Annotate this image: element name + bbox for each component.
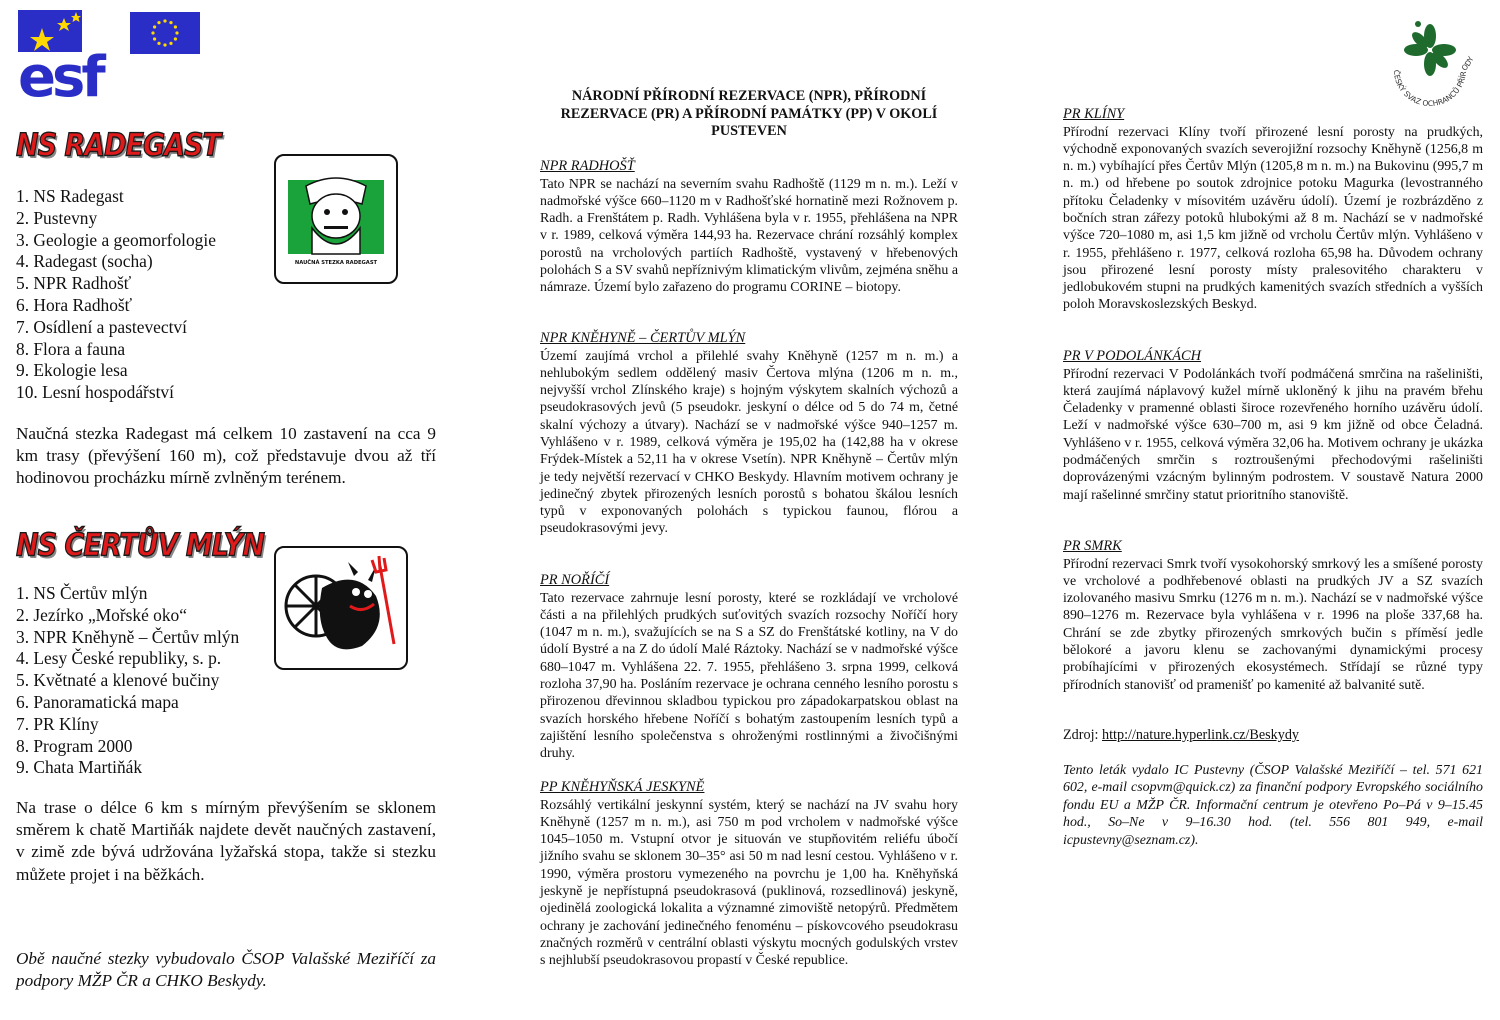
csop-ring-text: ČESKÝ SVAZ OCHRANCŮ PŘÍRODY [1391,55,1476,109]
eu-flag [130,12,200,54]
section-npr-knehyne [540,330,958,538]
section-text: Území zaujímá vrchol a přilehlé svahy Kněhyně (1257 m n. m.) a nehlubokým sedlem oddělený masiv Čertova mlýna (1206 m n. m., nejvyšší vrchol Zlínského kraje) s hojným výskytem skalních výchozů a pseudokrasových jevů (5 pseudokr. jeskyní o délce od 5 do 74 m, četné skalní výchozy a útvary). Nachází se v nadmořské výšce 940–1257 m. Vyhlášeno v r. 1989, celková výměra je 195,02 ha (142,88 ha v okrese Frýdek-Místek a 52,11 ha v okrese Vsetín). NPR Kněhyně – Čertův mlýn je tedy největší rezervací v CHKO Beskydy. Hlavním motivem ochrany je jedinečný zbytek přirozených lesních porostů s bohatou škálou lesních typů v exponovaných polohách s typickou faunou, flórou a pseudokrasovými jevy. [540,348,958,537]
section-text: Tato rezervace zahrnuje lesní porosty, které se rozkládají ve vrcholové části a na přilehlých prudkých suťovitých svazích rozsochy Noříčí hory (1047 m n. m.), svažujících se na S a SZ do Frenštátské kotliny, na V do údolí Bystré a na Z do údolí Malé Ráztoky. Nachází se v nadmořské výšce 680–1047 m. Vyhlášena 22. 7. 1955, přehlášeno 3. srpna 1999, celková rozloha 37,90 ha. Posláním rezervace je ochrana cenného lesního porostu s přirozenou dřevinnou skladbou typickou pro západokarpatskou oblast na svazích horského hřebene Noříčí s bohatým zastoupením lesních typů a zajištění lesního společenstva s ohroženými rostlinnými a živočišnými druhy. [540,590,958,762]
section-text: Tato NPR se nachází na severním svahu Radhoště (1129 m n. m.). Leží v nadmořské výšce 660–1120 m v Radhošťské hornatině mezi Rožnovem p. Radh. a Frenštátem p. Radh. Vyhlášena byla v r. 1955, přehlášena na NPR v r. 1989, celková výměra 144,93 ha. Rezervace chrání rozsáhlý komplex porostů na vrcholových partiích Radhoště, vystavený v hřebenových polohách S a SV svahů nepříznivým klimatickým vlivům, zejména sněhu a námraze. Území bylo zařazeno do programu CORINE – biotopy. [540,176,958,296]
trail1-stop-list [16,186,216,404]
section-text: Rozsáhlý vertikální jeskynní systém, který se nachází na JV svahu hory Kněhyně (1257 m n. m.), asi 750 m pod vrcholem v nadmořské výšce 1045–1050 m. Vstupní otvor je situován ve stupňovitém reliéfu úbočí jižního svahu se sklonem 30–35° asi 50 m nad lesní cestou. Vyhlášeno v r. 1990, výměra prostoru vymezeného na povrchu je 1,00 ha. Kněhyňská jeskyně je nepřístupná pseudokrasová (puklinová, rozsedlinová) jeskyně, ojedinělá zoologická lokalita a významné zimoviště netopýrů. Předmětem ochrany je zachování jedinečného fenoménu – pískovcového pseudokrasu značných rozměrů v centrální oblasti výskytu mocných godulských vrstev s nejhlubší pseudokrasovou propastí v České republice. [540,797,958,969]
list-item: 3. NPR Kněhyně – Čertův mlýn [16,626,240,647]
list-item: 9. Chata Martiňák [16,757,143,778]
section-heading: PR KLÍNY [1063,106,1125,122]
page-title: NÁRODNÍ PŘÍRODNÍ REZERVACE (NPR), PŘÍRODNÍ REZERVACE (PR) A PŘÍRODNÍ PAMÁTKY (PP) V OKOLÍ PUSTEVEN [560,88,938,139]
trail2-description: Na trase o délce 6 km s mírným převýšením se sklonem směrem k chatě Martiňák najdete devět naučných zastavení, v zimě zde bývá udržována lyžařská stopa, takže si stezku můžete projet i na běžkách. [16,798,436,884]
section-pr-podolankach [1063,348,1483,504]
list-item: 9. Ekologie lesa [16,360,128,381]
list-item: 8. Flora a fauna [16,338,126,359]
section-pr-smrk [1063,538,1483,694]
devil-mill-badge [274,546,408,670]
trail2-stop-list [16,583,239,779]
list-item: 6. Hora Radhošť [16,294,133,315]
source-line [1063,727,1299,744]
list-item: 2. Pustevny [16,207,98,228]
list-item: 5. NPR Radhošť [16,273,132,294]
badge-text: NAUČNÁ STEZKA RADEGAST [294,260,378,266]
section-text: Přírodní rezervaci Smrk tvoří vysokohorský smrkový les a smíšené porosty ve vrcholové a podhřebenové oblasti na prudkých JV a SZ svazích izolovaného masivu Smrku (1276 m n. m.). Nachází se v nadmořské výšce 890–1276 m. Rezervace byla vyhlášena v r. 1996 na ploše 337,68 ha. Chrání se zde zbytky přirozených smrkových bučin s příměsí jedle bělokoré a javoru klenu se zachovanými dynamickými procesy probíhajícími v přirozených ekosystémech. Střídají se různé typy přírodních stanovišť od pramenišť po kamenité až balvanité sutě. [1063,556,1483,693]
list-item: 4. Lesy České republiky, s. p. [16,648,222,669]
list-item: 7. Osídlení a pastevectví [16,316,187,337]
trail1-description: Naučná stezka Radegast má celkem 10 zastavení na cca 9 km trasy (převýšení 160 m), což představuje dvou až tří hodinovou procházku mírně zvlněným terénem. [16,424,436,488]
section-npr-radhost [540,158,958,297]
radegast-trail-badge [274,154,398,284]
section-text: Přírodní rezervaci Klíny tvoří přirozené lesní porosty na prudkých, východně exponovaných svazích severojižní rozsochy Kněhyně (1256,8 m n. m.) vybíhající přes Čertův Mlýn (1205,8 m n. m.) na Bukovinu (995,7 m n. m.) od hřebene po soutok zdrojnice potoku Magurka (levostranného přítoku Čeladenky v mísovitém uzávěru údolí). Území je rozbrázděno z bočních stran zářezy potoků hlubokými až 8 m. Nachází se v nadmořské výšce 720–1080 m, asi 1,5 km jižně od vrcholu Čertův mlýn. Vyhlášeno v r. 1955, přehlášeno r. 1977, celková rozloha 65,98 ha. Důvodem ochrany jsou přirozené lesní porosty místy pralesovitého charakteru v jedlobukovém stupni na prudkých kamenitých svazích středních a vyšších poloh Moravskoslezských Beskyd. [1063,124,1483,313]
list-item: 7. PR Klíny [16,713,99,734]
section-heading: PR SMRK [1063,538,1122,554]
source-label: Zdroj: [1063,727,1099,743]
source-link[interactable]: http://nature.hyperlink.cz/Beskydy [1102,727,1300,743]
section-heading: NPR KNĚHYNĚ – ČERTŮV MLÝN [540,330,746,346]
credits-note: Obě naučné stezky vybudovalo ČSOP Valašské Meziříčí za podpory MŽP ČR a CHKO Beskydy. [16,949,436,991]
list-item: 8. Program 2000 [16,735,133,756]
list-item: 4. Radegast (socha) [16,251,153,272]
list-item: 2. Jezírko „Mořské oko“ [16,604,187,625]
list-item: 1. NS Radegast [16,186,124,206]
esf-logo [18,10,122,98]
section-heading: NPR RADHOŠŤ [540,158,635,174]
trail1-title: NS RADEGAST [16,128,220,164]
list-item: 10. Lesní hospodářství [16,382,174,403]
section-text: Přírodní rezervaci V Podolánkách tvoří podmáčená smrčina na rašeliništi, která zaujímá náplavový kužel mírně ukloněný k jihu na pravém břehu Čeladenky v pramenné oblasti široce rozevřeného horního uzávěru údolí. Leží v nadmořské výšce 630–700 m, asi 9 km jižně od obce Čeladná. Vyhlášeno v r. 1955, celková výměra 32,06 ha. Motivem ochrany je ukázka podmáčených smrčin s roztroušenými přechodovými rašeliništi doprovázenými vzácným bylinným podrostem. V soustavě Natura 2000 mají rašelinné smrčiny statut prioritního stanoviště. [1063,366,1483,503]
list-item: 6. Panoramatická mapa [16,691,179,712]
section-pp-jeskyne [540,779,958,969]
section-pr-kliny [1063,106,1483,314]
list-item: 3. Geologie a geomorfologie [16,229,216,250]
list-item: 1. NS Čertův mlýn [16,583,148,603]
section-heading: PP KNĚHYŇSKÁ JESKYNĚ [540,779,705,795]
csop-logo [1372,10,1482,110]
trail2-title: NS ČERTŮV MLÝN [16,528,264,564]
list-item: 5. Květnaté a klenové bučiny [16,670,220,691]
section-pr-norici [540,572,958,762]
imprint-note: Tento leták vydalo IC Pustevny (ČSOP Valašské Meziříčí – tel. 571 621 602, e-mail csopvm@quick.cz) za finanční podpory Evropského sociálního fondu EU a MŽP ČR. Informační centrum je otevřeno Po–Pá v 9–15.45 hod., So–Ne v 9–16.30 hod. (tel. 556 801 949, e-mail icpustevny@seznam.cz). [1063,763,1483,848]
esf-text: esf [18,45,102,98]
section-heading: PR NOŘÍČÍ [540,572,610,588]
section-heading: PR V PODOLÁNKÁCH [1063,348,1202,364]
